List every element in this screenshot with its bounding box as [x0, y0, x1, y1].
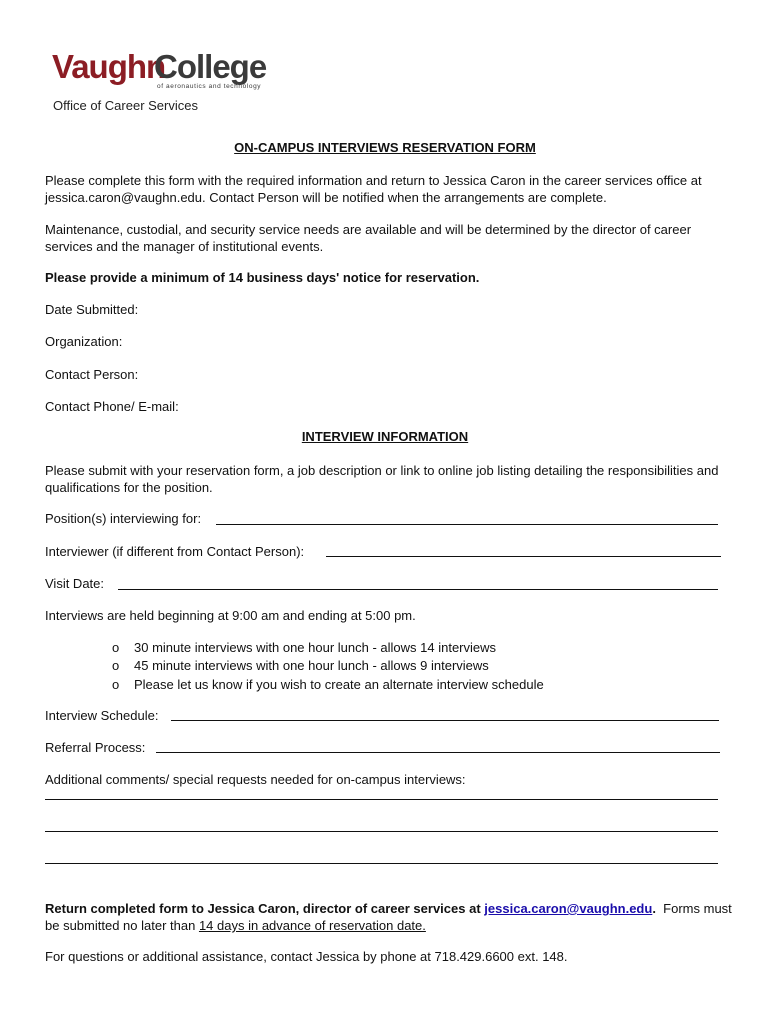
interview-section-heading: INTERVIEW INFORMATION	[301, 429, 469, 444]
bullet-marker: o	[112, 677, 120, 692]
interview-option-30	[112, 639, 496, 656]
referral-process-field[interactable]	[156, 752, 720, 753]
interview-option-alternate	[112, 676, 544, 693]
email-link[interactable]: jessica.caron@vaughn.edu	[484, 901, 653, 916]
contact-phone-label: Contact Phone/ E-mail:	[45, 399, 179, 414]
form-title: ON-CAMPUS INTERVIEWS RESERVATION FORM	[234, 140, 536, 155]
logo-tagline: of aeronautics and technology	[157, 83, 262, 90]
logo-college: College	[154, 48, 267, 85]
visit-date-field[interactable]	[118, 589, 718, 590]
referral-process-label: Referral Process:	[45, 740, 146, 755]
return-text: Return completed form to Jessica Caron, director of career services at	[45, 901, 481, 916]
interviewer-label: Interviewer (if different from Contact Person):	[45, 544, 305, 559]
visit-date-label: Visit Date:	[45, 576, 105, 591]
comments-line-3[interactable]	[45, 863, 718, 864]
option-label: Please let us know if you wish to create an alternate interview schedule	[134, 677, 544, 692]
comments-line-1[interactable]	[45, 799, 718, 800]
positions-field[interactable]	[216, 524, 718, 525]
interview-schedule-label: Interview Schedule:	[45, 708, 159, 723]
return-instructions	[45, 900, 735, 934]
forms-text: Forms must be submitted no later than	[45, 901, 732, 933]
office-name: Office of Career Services	[53, 98, 198, 113]
comments-line-2[interactable]	[45, 831, 718, 832]
contact-person-label: Contact Person:	[45, 367, 139, 382]
return-period: .	[652, 901, 656, 916]
organization-label: Organization:	[45, 334, 123, 349]
questions-text: For questions or additional assistance, contact Jessica by phone at 718.429.6600 ext. 148.	[45, 949, 568, 964]
deadline-text: 14 days in advance of reservation date.	[198, 918, 426, 933]
option-label: 45 minute interviews with one hour lunch - allows 9 interviews	[134, 658, 489, 673]
interviewer-field[interactable]	[326, 556, 721, 557]
option-label: 30 minute interviews with one hour lunch - allows 14 interviews	[134, 640, 497, 655]
interview-hours-text: Interviews are held beginning at 9:00 am and ending at 5:00 pm.	[45, 608, 416, 623]
intro-paragraph-2: Maintenance, custodial, and security service needs are available and will be determined by the director of career services and the manager of institutional events.	[45, 222, 692, 254]
interview-instructions: Please submit with your reservation form, a job description or link to online job listing detailing the responsibilities and qualifications for the position.	[45, 463, 719, 495]
logo-vaughn: Vaughn	[52, 48, 166, 85]
interview-option-45	[112, 657, 489, 674]
positions-label: Position(s) interviewing for:	[45, 511, 202, 526]
notice-text: Please provide a minimum of 14 business days' notice for reservation.	[45, 270, 480, 285]
comments-label: Additional comments/ special requests needed for on-campus interviews:	[45, 772, 466, 787]
bullet-marker: o	[112, 658, 120, 673]
date-submitted-label: Date Submitted:	[45, 302, 139, 317]
bullet-marker: o	[112, 640, 120, 655]
interview-schedule-field[interactable]	[171, 720, 719, 721]
intro-paragraph-1: Please complete this form with the required information and return to Jessica Caron in the career services office at jessica.caron@vaughn.edu. Contact Person will be notified when the arrangements are complete.	[45, 173, 702, 205]
